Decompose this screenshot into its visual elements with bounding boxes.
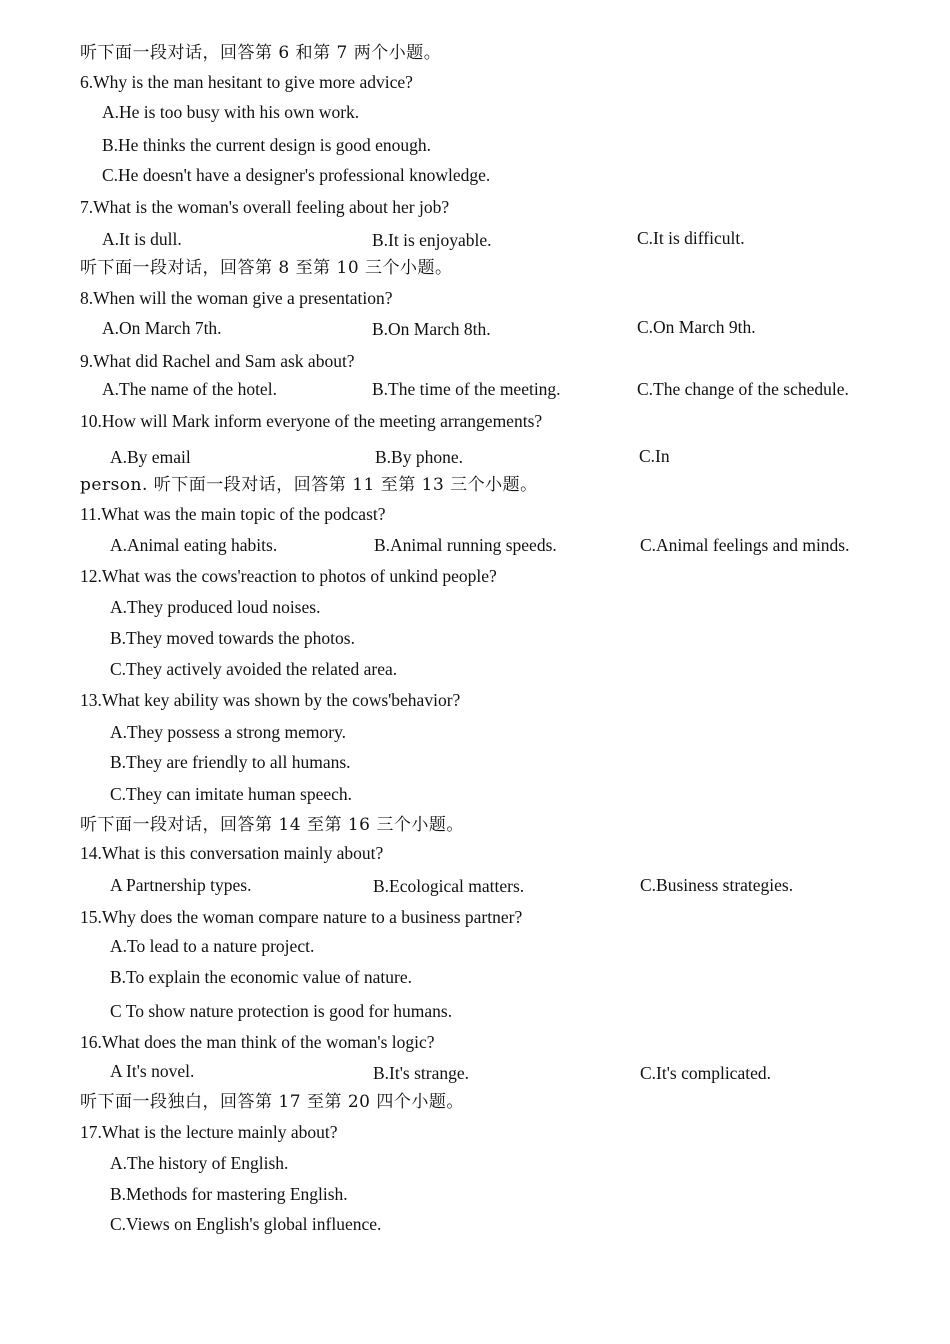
- option-b: B.It is enjoyable.: [372, 230, 492, 250]
- option-a: A.It is dull.: [102, 229, 182, 249]
- option-b: B.Animal running speeds.: [374, 535, 557, 555]
- option-a: A It's novel.: [110, 1061, 195, 1081]
- option-c: C.They actively avoided the related area.: [110, 659, 398, 679]
- question-stem: 12.What was the cows'reaction to photos of unkind people?: [80, 566, 497, 586]
- option-a: A.The name of the hotel.: [102, 379, 277, 399]
- option-a: A.They possess a strong memory.: [110, 722, 347, 742]
- question-stem: 7.What is the woman's overall feeling about her job?: [80, 197, 450, 217]
- option-c: C.Business strategies.: [640, 875, 794, 895]
- option-b: B.The time of the meeting.: [372, 379, 561, 399]
- question-stem: 9.What did Rachel and Sam ask about?: [80, 351, 355, 371]
- option-a: A Partnership types.: [110, 875, 252, 895]
- option-c: C.Animal feelings and minds.: [640, 535, 850, 555]
- option-c: C.They can imitate human speech.: [110, 784, 353, 804]
- question-stem: 11.What was the main topic of the podcast?: [80, 504, 386, 524]
- option-a: A.He is too busy with his own work.: [102, 102, 360, 122]
- option-c: C To show nature protection is good for humans.: [110, 1001, 453, 1021]
- option-b: B.By phone.: [375, 447, 463, 467]
- option-b: B.They moved towards the photos.: [110, 628, 355, 648]
- question-stem: 10.How will Mark inform everyone of the meeting arrangements?: [80, 411, 543, 431]
- option-b: B.Methods for mastering English.: [110, 1184, 348, 1204]
- option-b: B.It's strange.: [373, 1063, 469, 1083]
- question-stem: 13.What key ability was shown by the cows'behavior?: [80, 690, 461, 710]
- option-c: C.He doesn't have a designer's professional knowledge.: [102, 165, 491, 185]
- section-instruction: 听下面一段独白，回答第 17 至第 20 四个小题。: [80, 1092, 464, 1112]
- option-b: B.He thinks the current design is good enough.: [102, 135, 432, 155]
- question-stem: 8.When will the woman give a presentation?: [80, 288, 393, 308]
- option-b: B.To explain the economic value of nature.: [110, 967, 413, 987]
- question-stem: 14.What is this conversation mainly about?: [80, 843, 384, 863]
- option-b: B.Ecological matters.: [373, 876, 525, 896]
- section-instruction: person. 听下面一段对话，回答第 11 至第 13 三个小题。: [80, 475, 538, 495]
- option-c: C.In: [639, 446, 670, 466]
- option-b: B.They are friendly to all humans.: [110, 752, 351, 772]
- section-instruction: 听下面一段对话，回答第 6 和第 7 两个小题。: [80, 43, 442, 63]
- option-a: A.The history of English.: [110, 1153, 289, 1173]
- question-stem: 15.Why does the woman compare nature to a business partner?: [80, 907, 523, 927]
- section-instruction: 听下面一段对话，回答第 8 至第 10 三个小题。: [80, 258, 453, 278]
- question-stem: 16.What does the man think of the woman's logic?: [80, 1032, 435, 1052]
- section-instruction: 听下面一段对话，回答第 14 至第 16 三个小题。: [80, 815, 464, 835]
- option-a: A.Animal eating habits.: [110, 535, 278, 555]
- option-c: C.The change of the schedule.: [637, 379, 849, 399]
- option-c: C.It is difficult.: [637, 228, 745, 248]
- option-a: A.By email: [110, 447, 191, 467]
- option-b: B.On March 8th.: [372, 319, 491, 339]
- question-stem: 6.Why is the man hesitant to give more advice?: [80, 72, 413, 92]
- option-a: A.They produced loud noises.: [110, 597, 321, 617]
- option-a: A.On March 7th.: [102, 318, 222, 338]
- option-c: C.On March 9th.: [637, 317, 756, 337]
- option-c: C.Views on English's global influence.: [110, 1214, 382, 1234]
- question-stem: 17.What is the lecture mainly about?: [80, 1122, 338, 1142]
- option-a: A.To lead to a nature project.: [110, 936, 315, 956]
- option-c: C.It's complicated.: [640, 1063, 771, 1083]
